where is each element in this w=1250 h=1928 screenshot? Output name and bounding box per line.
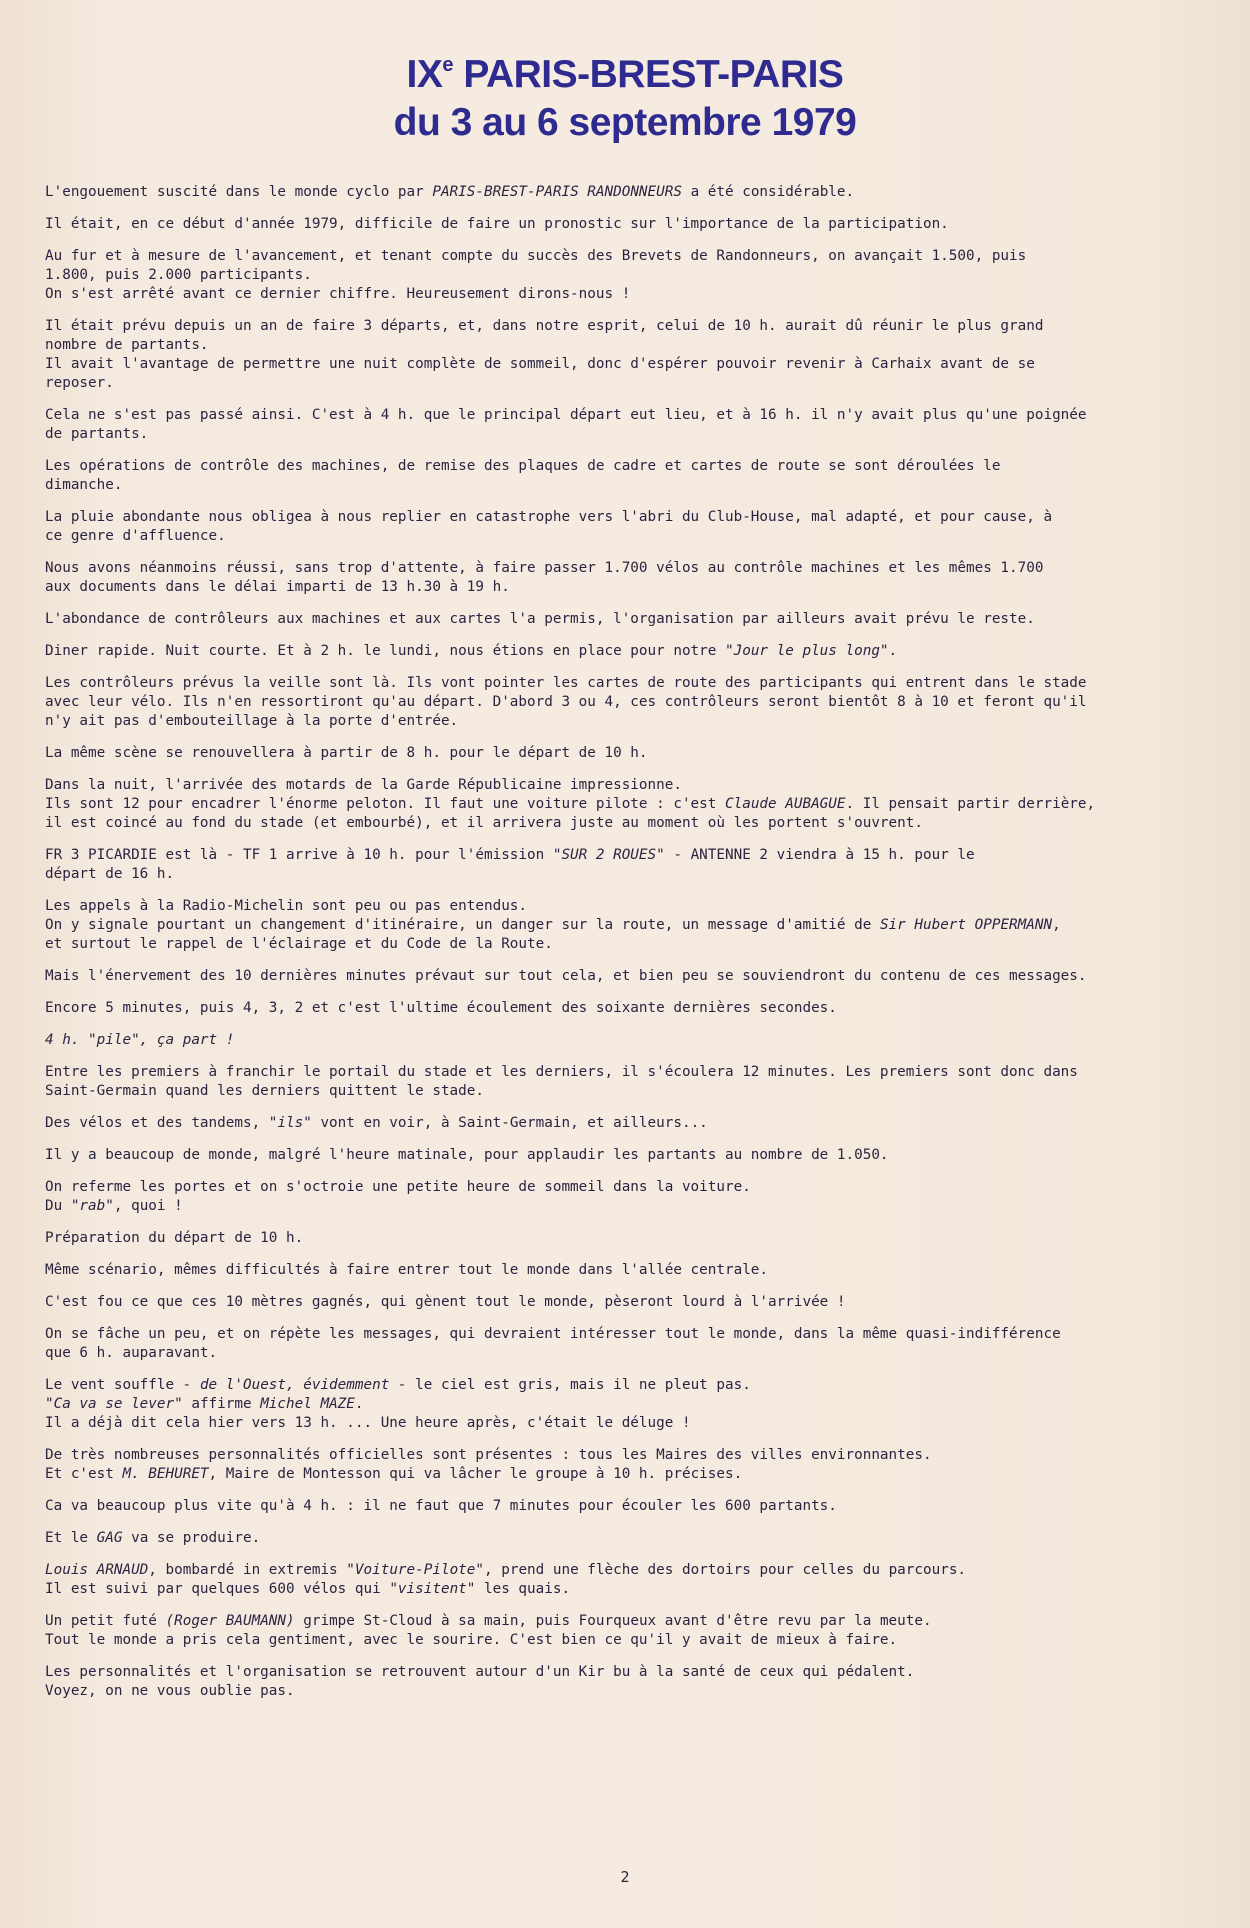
paragraph: On se fâche un peu, et on répète les messages, qui devraient intéresser tout le monde, dans la même quasi-indifférence que 6 h. auparavant. — [45, 1326, 1061, 1361]
paragraph: Préparation du départ de 10 h. — [45, 1230, 304, 1246]
paragraph: C'est fou ce que ces 10 mètres gagnés, qui gènent tout le monde, pèseront lourd à l'arrivée ! — [45, 1294, 846, 1310]
paragraph: Des vélos et des tandems, "ils" vont en voir, à Saint-Germain, et ailleurs... — [45, 1115, 708, 1131]
paragraph: Les personnalités et l'organisation se retrouvent autour d'un Kir bu à la santé de ceux qui pédalent. Voyez, on ne vous oublie pas. — [45, 1664, 915, 1699]
paragraph: Les contrôleurs prévus la veille sont là. Ils vont pointer les cartes de route des participants qui entrent dans le stade avec leur vélo. Ils n'en ressortiront qu'au départ. D'abord 3 ou 4, ces contrôleurs seront bientôt 8 à 10 et feront qu'il n'y ait pas d'embouteillage à la porte d'entrée. — [45, 675, 1087, 729]
paragraph: Louis ARNAUD, bombardé in extremis "Voiture-Pilote", prend une flèche des dortoirs pour celles du parcours. Il est suivi par quelques 600 vélos qui "visitent" les quais. — [45, 1562, 967, 1597]
paragraph: 4 h. "pile", ça part ! — [45, 1032, 235, 1048]
title-superscript: e — [442, 54, 454, 76]
title-line-1: IXe PARIS-BREST-PARIS — [406, 53, 844, 96]
paragraph: L'engouement suscité dans le monde cyclo par PARIS-BREST-PARIS RANDONNEURS a été considérable. — [45, 184, 855, 200]
paragraph: Même scénario, mêmes difficultés à faire entrer tout le monde dans l'allée centrale. — [45, 1262, 769, 1278]
paragraph: Au fur et à mesure de l'avancement, et tenant compte du succès des Brevets de Randonneurs, on avançait 1.500, puis 1.800, puis 2.000 participants. On s'est arrêté avant ce dernier chiffre. Heureusement dirons-nous ! — [45, 248, 1027, 302]
paragraph: Il était, en ce début d'année 1979, difficile de faire un pronostic sur l'importance de la participation. — [45, 216, 949, 232]
paragraph: Mais l'énervement des 10 dernières minutes prévaut sur tout cela, et bien peu se souviendront du contenu de ces messages. — [45, 968, 1087, 984]
paragraph: Il était prévu depuis un an de faire 3 départs, et, dans notre esprit, celui de 10 h. aurait dû réunir le plus grand nombre de partants. Il avait l'avantage de permettre une nuit complète de sommeil, donc d'espérer pouvoir revenir à Carhaix avant de se reposer. — [45, 318, 1044, 391]
paragraph: Les opérations de contrôle des machines, de remise des plaques de cadre et cartes de route se sont déroulées le dimanche. — [45, 458, 1001, 493]
paragraph: Nous avons néanmoins réussi, sans trop d'attente, à faire passer 1.700 vélos au contrôle machines et les mêmes 1.700 aux documents dans le délai imparti de 13 h.30 à 19 h. — [45, 560, 1044, 595]
paragraph: La même scène se renouvellera à partir de 8 h. pour le départ de 10 h. — [45, 745, 648, 761]
paragraph: Ca va beaucoup plus vite qu'à 4 h. : il ne faut que 7 minutes pour écouler les 600 partants. — [45, 1498, 837, 1514]
paragraph: Diner rapide. Nuit courte. Et à 2 h. le lundi, nous étions en place pour notre "Jour le plus long". — [45, 643, 898, 659]
paragraph: Dans la nuit, l'arrivée des motards de la Garde Républicaine impressionne. Ils sont 12 pour encadrer l'énorme peloton. Il faut une voiture pilote : c'est Claude AUBAGUE. Il pensait partir derrière, il est coincé au fond du stade (et embourbé), et il arrivera juste au moment où les portent s'ouvrent. — [45, 777, 1096, 831]
paragraph: Un petit futé (Roger BAUMANN) grimpe St-Cloud à sa main, puis Fourqueux avant d'être revu par la meute. Tout le monde a pris cela gentiment, avec le sourire. C'est bien ce qu'il y avait de mieux à faire. — [45, 1613, 932, 1648]
paragraph: Encore 5 minutes, puis 4, 3, 2 et c'est l'ultime écoulement des soixante dernières secondes. — [45, 1000, 837, 1016]
paragraph: Entre les premiers à franchir le portail du stade et les derniers, il s'écoulera 12 minutes. Les premiers sont donc dans Saint-Germain quand les derniers quittent le stade. — [45, 1064, 1078, 1099]
paragraph: Les appels à la Radio-Michelin sont peu ou pas entendus. On y signale pourtant un changement d'itinéraire, un danger sur la route, un message d'amitié de Sir Hubert OPPERMANN, et surtout le rappel de l'éclairage et du Code de la Route. — [45, 898, 1061, 952]
title-line-2: du 3 au 6 septembre 1979 — [393, 101, 857, 144]
paragraph: Cela ne s'est pas passé ainsi. C'est à 4 h. que le principal départ eut lieu, et à 16 h. il n'y avait plus qu'une poignée de partants. — [45, 407, 1087, 442]
paragraph: Il y a beaucoup de monde, malgré l'heure matinale, pour applaudir les partants au nombre de 1.050. — [45, 1147, 889, 1163]
paragraph: L'abondance de contrôleurs aux machines et aux cartes l'a permis, l'organisation par ailleurs avait prévu le reste. — [45, 611, 1035, 627]
paragraph: On referme les portes et on s'octroie une petite heure de sommeil dans la voiture. Du "rab", quoi ! — [45, 1179, 751, 1214]
article-body — [45, 183, 1215, 1714]
paragraph: FR 3 PICARDIE est là - TF 1 arrive à 10 h. pour l'émission "SUR 2 ROUES" - ANTENNE 2 viendra à 15 h. pour le départ de 16 h. — [45, 847, 975, 882]
paragraph: La pluie abondante nous obligea à nous replier en catastrophe vers l'abri du Club-House, mal adapté, et pour cause, à ce genre d'affluence. — [45, 509, 1053, 544]
page-number: 2 — [620, 1868, 630, 1886]
paragraph: Le vent souffle - de l'Ouest, évidemment - le ciel est gris, mais il ne pleut pas. "Ca va se lever" affirme Michel MAZE. Il a déjà dit cela hier vers 13 h. ... Une heure après, c'était le déluge ! — [45, 1377, 751, 1431]
paragraph: De très nombreuses personnalités officielles sont présentes : tous les Maires des villes environnantes. Et c'est M. BEHURET, Maire de Montesson qui va lâcher le groupe à 10 h. précises. — [45, 1447, 932, 1482]
paragraph: Et le GAG va se produire. — [45, 1530, 261, 1546]
